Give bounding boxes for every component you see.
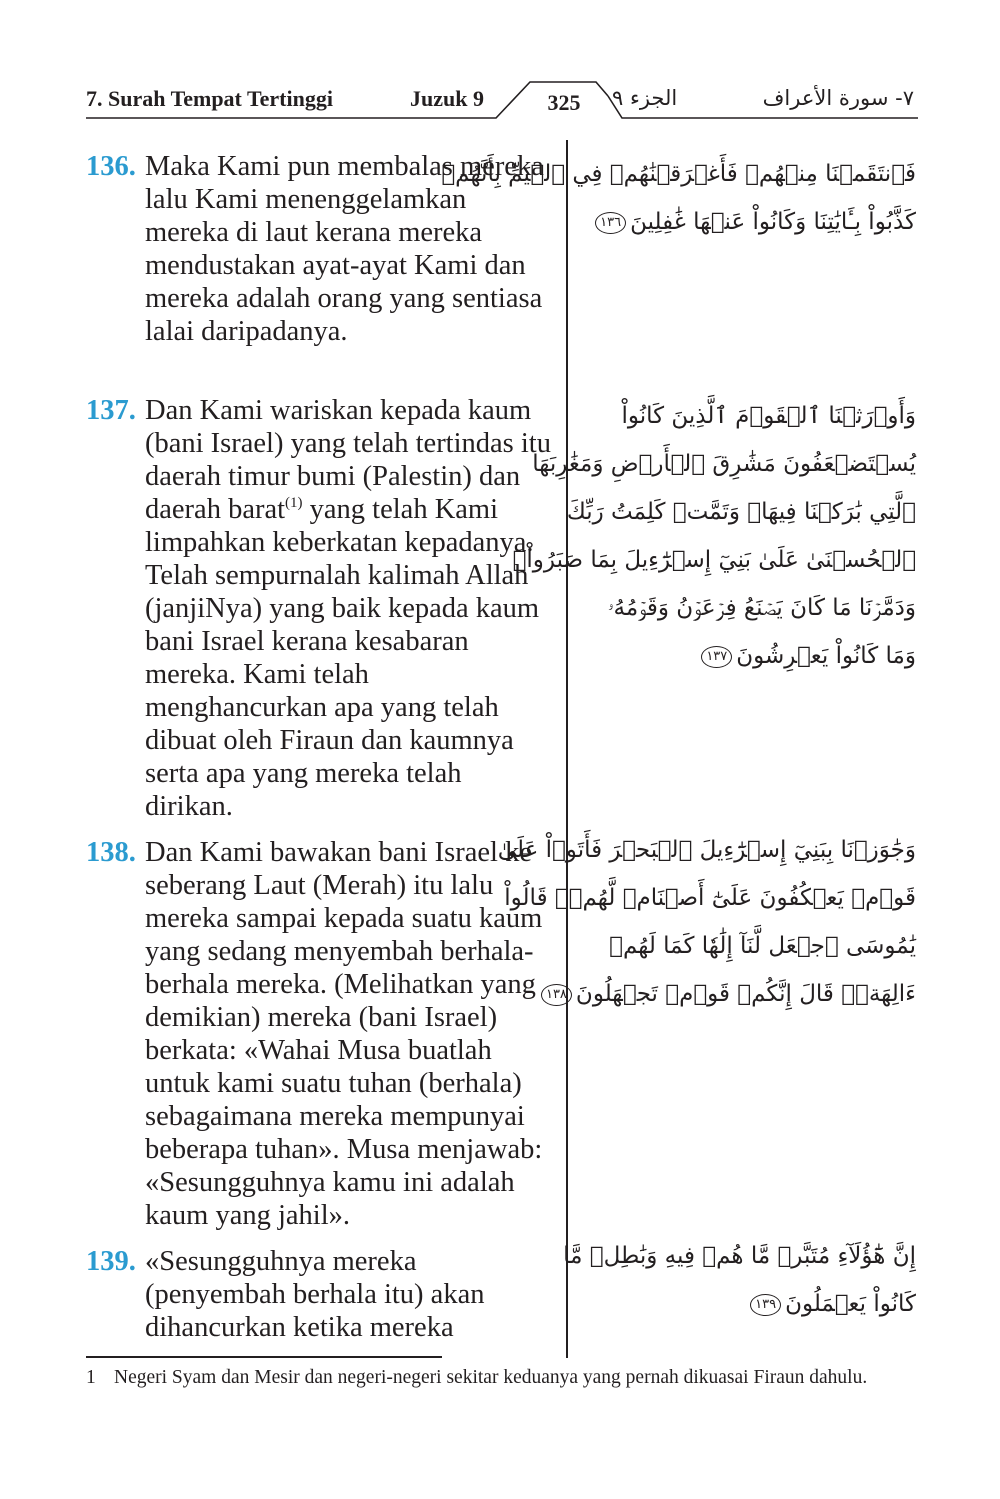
arabic-line: وَدَمَّرۡنَا مَا كَانَ يَصۡنَعُ فِرۡعَوۡنُ وَقَوۡمُهُۥ [607, 595, 916, 621]
arabic-line: كَانُواْ يَعۡمَلُونَ١٣٩ [596, 1280, 916, 1328]
header-rule [0, 0, 1000, 140]
verse-translation: Dan Kami bawakan bani Israel ke seberang Laut (Merah) itu lalu mereka sampai kepada suatu kaum yang sedang menyembah berhala-berhala mereka. (Melihatkan yang demikian) mereka (bani Israel) berkata: «Wahai Musa buatlah untuk kami suatu tuhan (berhala) sebagaimana mereka mempunyai beberapa tuhan». Musa menjawab: «Sesungguhnya kamu ini adalah kaum yang jahil». [145, 837, 543, 1231]
verse-138-arabic [497, 826, 916, 1018]
footnote-rule [86, 1356, 442, 1358]
arabic-line: إِنَّ هَٰٓؤُلَآءِ مُتَبَّرٞ مَّا هُمۡ فِيهِ وَبَٰطِلٞ مَّا [563, 1243, 916, 1269]
verse-136-arabic [441, 150, 916, 246]
verse-number: 137. [86, 395, 136, 426]
verse-translation: Dan Kami wariskan kepada kaum (bani Israel) yang telah tertindas itu daerah timur bumi (Palestin) dan daerah barat$^{(1)}$ yang telah Kami limpahkan keberkatan kepadanya. Telah sempurnalah kalimah Allah (janjiNya) yang baik kepada kaum bani Israel kerana kesabaran mereka. Kami telah menghancurkan apa yang telah dibuat oleh Firaun dan kaumnya serta apa yang mereka telah dirikan. [145, 395, 551, 822]
page-number: 325 [547, 90, 581, 115]
footnote-text: Negeri Syam dan Mesir dan negeri-negeri sekitar keduanya yang pernah dikuasai Firaun dahulu. [114, 1367, 868, 1388]
header-surah-arabic: ٧- سورة الأعراف [762, 86, 914, 110]
verse-138 [86, 836, 556, 1232]
footnote-ref[interactable]: (1) [285, 495, 303, 511]
arabic-line: ٱلۡحُسۡنَىٰ عَلَىٰ بَنِيٓ إِسۡرَٰٓءِيلَ بِمَا صَبَرُواْۖ [512, 547, 916, 573]
arabic-line: فَٱنتَقَمۡنَا مِنۡهُمۡ فَأَغۡرَقۡنَٰهُمۡ فِي ٱلۡيَمِّ بِأَنَّهُمۡ [441, 161, 916, 187]
column-divider [566, 140, 568, 1358]
arabic-line: قَوۡمٖ يَعۡكُفُونَ عَلَىٰٓ أَصۡنَامٖ لَّهُمۡۚ قَالُواْ [504, 885, 916, 911]
verse-number: 138. [86, 837, 136, 868]
arabic-line: وَأَوۡرَثۡنَا ٱلۡقَوۡمَ ٱلَّذِينَ كَانُواْ [621, 403, 916, 429]
verse-139 [86, 1245, 556, 1344]
verse-number: 136. [86, 151, 136, 182]
header-surah-title: 7. Surah Tempat Tertinggi [86, 86, 333, 111]
arabic-line: ءَالِهَةٞۚ قَالَ إِنَّكُمۡ قَوۡمٞ تَجۡهَلُونَ١٣٨ [596, 970, 916, 1018]
verse-137 [86, 394, 556, 823]
verse-translation: «Sesungguhnya mereka (penyembah berhala itu) akan dihancurkan ketika mereka [145, 1246, 485, 1343]
header-juzuk: Juzuk 9 [410, 86, 484, 111]
header-juz-arabic: الجزء ٩ [612, 86, 678, 110]
verse-139-arabic [563, 1232, 916, 1328]
arabic-line: يَٰمُوسَى ٱجۡعَل لَّنَآ إِلَٰهٗا كَمَا لَهُمۡ [609, 933, 916, 959]
verse-137-arabic [512, 392, 916, 680]
verse-end-mark: ١٣٩ [750, 1294, 781, 1316]
verse-end-mark: ١٣٧ [701, 646, 732, 668]
verse-translation: Maka Kami pun membalas mereka lalu Kami menenggelamkan mereka di laut kerana mereka mendustakan ayat-ayat Kami dan mereka adalah orang yang sentiasa lalai daripadanya. [145, 151, 544, 347]
verse-end-mark: ١٣٨ [541, 984, 572, 1006]
arabic-line: يُسۡتَضۡعَفُونَ مَشَٰرِقَ ٱلۡأَرۡضِ وَمَغَٰرِبَهَا [532, 451, 916, 477]
arabic-line: كَذَّبُواْ بِـَٔايَٰتِنَا وَكَانُواْ عَنۡهَا غَٰفِلِينَ١٣٦ [596, 198, 916, 246]
footnote-number: 1 [86, 1367, 96, 1388]
arabic-line: وَجَٰوَزۡنَا بِبَنِيٓ إِسۡرَٰٓءِيلَ ٱلۡبَحۡرَ فَأَتَوۡاْ عَلَىٰ [497, 837, 916, 863]
verse-end-mark: ١٣٦ [595, 212, 626, 234]
arabic-line: ٱلَّتِي بَٰرَكۡنَا فِيهَاۖ وَتَمَّتۡ كَلِمَتُ رَبِّكَ [566, 499, 916, 525]
verse-number: 139. [86, 1246, 136, 1277]
footnote [86, 1366, 918, 1390]
arabic-line: وَمَا كَانُواْ يَعۡرِشُونَ١٣٧ [596, 632, 916, 680]
